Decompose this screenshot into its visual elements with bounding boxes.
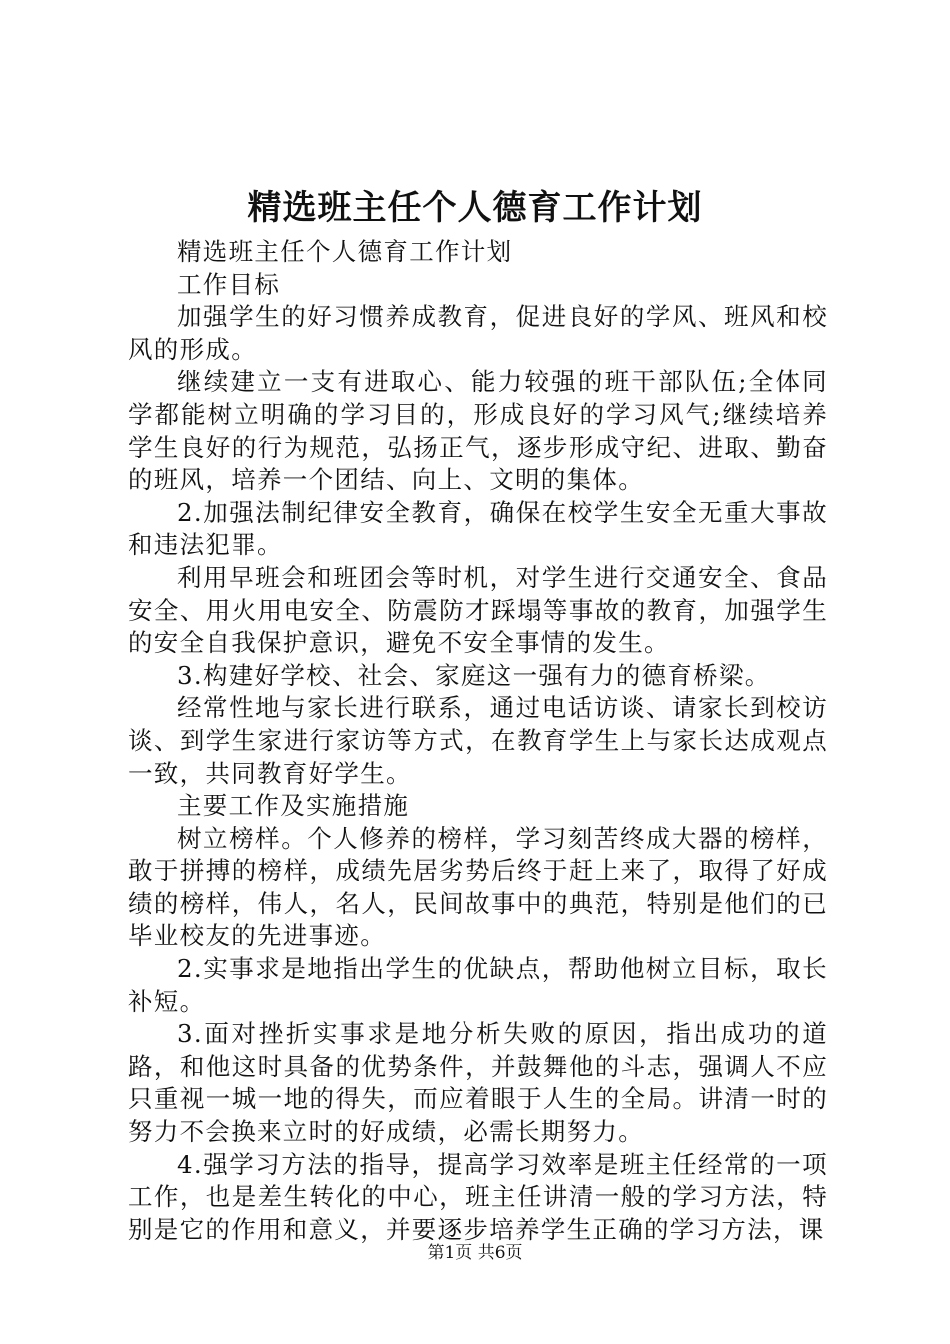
document-title: 精选班主任个人德育工作计划 bbox=[247, 188, 703, 228]
paragraph: 经常性地与家长进行联系，通过电话访谈、请家长到校访谈、到学生家进行家访等方式，在教育学生上与家长达成观点一致，共同教育好学生。 bbox=[128, 693, 828, 788]
paragraph: 树立榜样。个人修养的榜样，学习刻苦终成大器的榜样，敢于拼搏的榜样，成绩先居劣势后终于赶上来了，取得了好成绩的榜样，伟人，名人，民间故事中的典范，特别是他们的已毕业校友的先进事迹。 bbox=[128, 823, 828, 951]
paragraph-heading-measures: 主要工作及实施措施 bbox=[177, 791, 410, 821]
paragraph: 3.面对挫折实事求是地分析失败的原因，指出成功的道路，和他这时具备的优势条件，并鼓舞他的斗志，强调人不应只重视一城一地的得失，而应着眼于人生的全局。讲清一时的努力不会换来立时的好成绩，必需长期努力。 bbox=[128, 1019, 828, 1147]
paragraph: 加强学生的好习惯养成教育，促进良好的学风、班风和校风的形成。 bbox=[128, 302, 828, 364]
paragraph: 2.加强法制纪律安全教育，确保在校学生安全无重大事故和违法犯罪。 bbox=[128, 497, 828, 560]
document-body bbox=[128, 236, 828, 1246]
paragraph-subtitle: 精选班主任个人德育工作计划 bbox=[177, 237, 513, 266]
paragraph: 3.构建好学校、社会、家庭这一强有力的德育桥梁。 bbox=[177, 660, 771, 690]
paragraph: 利用早班会和班团会等时机，对学生进行交通安全、食品安全、用火用电安全、防震防才踩塌等事故的教育，加强学生的安全自我保护意识，避免不安全事情的发生。 bbox=[128, 562, 828, 658]
paragraph: 2.实事求是地指出学生的优缺点，帮助他树立目标，取长补短。 bbox=[128, 954, 828, 1016]
paragraph-heading-goals: 工作目标 bbox=[177, 269, 281, 299]
paragraph: 继续建立一支有进取心、能力较强的班干部队伍;全体同学都能树立明确的学习目的，形成良好的学习风气;继续培养学生良好的行为规范，弘扬正气，逐步形成守纪、进取、勤奋的班风，培养一个团结、向上、文明的集体。 bbox=[128, 367, 828, 495]
paragraph: 4.强学习方法的指导，提高学习效率是班主任经常的一项工作，也是差生转化的中心，班主任讲清一般的学习方法，特别是它的作用和意义，并要逐步培养学生正确的学习方法，课 bbox=[128, 1149, 828, 1244]
page-number-footer: 第1页 共6页 bbox=[427, 1243, 523, 1263]
